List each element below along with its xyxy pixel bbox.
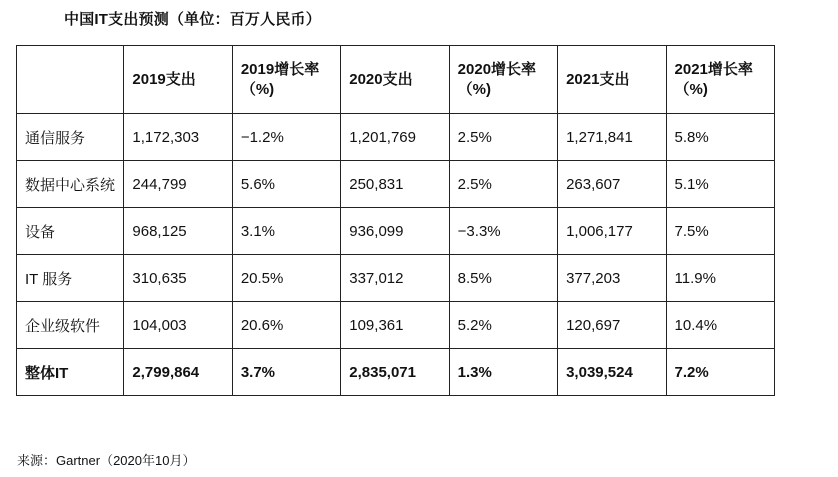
cell-2020-spending: 936,099 [341,208,449,255]
cell-2020-spending: 1,201,769 [341,114,449,161]
cell-2021-spending: 263,607 [558,161,666,208]
cell-2021-growth: 7.5% [666,208,774,255]
header-2019-spending: 2019支出 [124,46,232,114]
cell-2019-growth: −1.2% [232,114,340,161]
cell-2020-growth: 8.5% [449,255,557,302]
cell-2021-spending: 120,697 [558,302,666,349]
cell-2021-spending: 1,006,177 [558,208,666,255]
total-2020-spending: 2,835,071 [341,349,449,396]
total-2019-growth: 3.7% [232,349,340,396]
cell-2019-spending: 1,172,303 [124,114,232,161]
total-2021-spending: 3,039,524 [558,349,666,396]
header-2020-spending: 2020支出 [341,46,449,114]
row-label: 企业级软件 [17,302,124,349]
cell-2021-growth: 11.9% [666,255,774,302]
table-row [17,161,775,208]
row-label: 数据中心系统 [17,161,124,208]
cell-2020-growth: 5.2% [449,302,557,349]
cell-2021-growth: 5.1% [666,161,774,208]
table-title: 中国IT支出预测（单位：百万人民币） [64,11,321,28]
cell-2020-growth: 2.5% [449,114,557,161]
row-label: 设备 [17,208,124,255]
cell-2021-spending: 377,203 [558,255,666,302]
cell-2020-growth: −3.3% [449,208,557,255]
cell-2019-growth: 5.6% [232,161,340,208]
total-2021-growth: 7.2% [666,349,774,396]
cell-2020-spending: 337,012 [341,255,449,302]
cell-2021-spending: 1,271,841 [558,114,666,161]
cell-2019-growth: 20.5% [232,255,340,302]
cell-2020-spending: 109,361 [341,302,449,349]
cell-2019-spending: 244,799 [124,161,232,208]
cell-2021-growth: 10.4% [666,302,774,349]
cell-2019-growth: 20.6% [232,302,340,349]
row-label: 通信服务 [17,114,124,161]
cell-2020-spending: 250,831 [341,161,449,208]
cell-2019-spending: 104,003 [124,302,232,349]
it-spending-table [16,45,775,396]
row-label: IT 服务 [17,255,124,302]
cell-2021-growth: 5.8% [666,114,774,161]
cell-2020-growth: 2.5% [449,161,557,208]
header-2021-spending: 2021支出 [558,46,666,114]
cell-2019-growth: 3.1% [232,208,340,255]
total-row [17,349,775,396]
source-note: 来源：Gartner（2020年10月） [17,453,196,468]
table-row [17,255,775,302]
total-2020-growth: 1.3% [449,349,557,396]
total-label: 整体IT [17,349,124,396]
header-2019-growth: 2019增长率（%) [232,46,340,114]
table-row [17,208,775,255]
header-corner-cell [17,46,124,114]
header-2020-growth: 2020增长率（%) [449,46,557,114]
total-2019-spending: 2,799,864 [124,349,232,396]
table-row [17,114,775,161]
cell-2019-spending: 310,635 [124,255,232,302]
cell-2019-spending: 968,125 [124,208,232,255]
header-row [17,46,775,114]
header-2021-growth: 2021增长率（%) [666,46,774,114]
table-row [17,302,775,349]
